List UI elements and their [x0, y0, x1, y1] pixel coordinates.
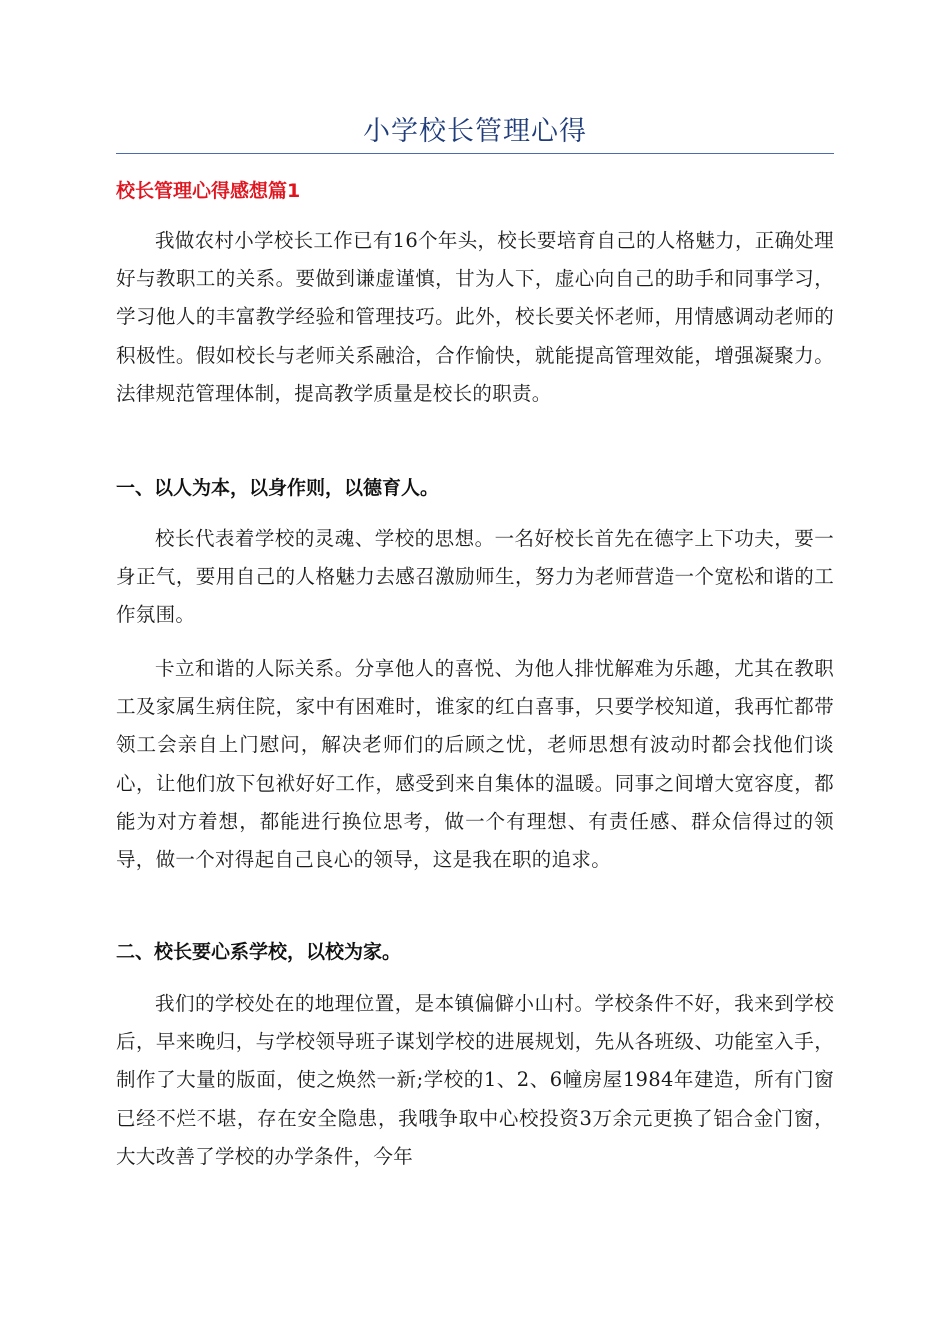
document-title: 小学校长管理心得 — [363, 116, 587, 147]
paragraph-school: 我们的学校处在的地理位置，是本镇偏僻小山村。学校条件不好，我来到学校后，早来晚归，与学校领导班子谋划学校的进展规划，先从各班级、功能室入手，制作了大量的版面，使之焕然一新;学校的1、2、6幢房屋1984年建造，所有门窗已经不烂不堪，存在安全隐患，我哦争取中心校投资3万余元更换了铝合金门窗，大大改善了学校的办学条件，今年 — [116, 992, 834, 1168]
subheading-one: 一、以人为本，以身作则，以德育人。 — [116, 477, 440, 499]
paragraph-soul: 校长代表着学校的灵魂、学校的思想。一名好校长首先在德字上下功夫，要一身正气，要用自己的人格魅力去感召激励师生，努力为老师营造一个宽松和谐的工作氛围。 — [116, 527, 834, 627]
section-heading: 校长管理心得感想篇1 — [116, 180, 301, 202]
paragraph-relations: 卡立和谐的人际关系。分享他人的喜悦、为他人排忧解难为乐趣，尤其在教职工及家属生病住院，家中有困难时，谁家的红白喜事，只要学校知道，我再忙都带领工会亲自上门慰问，解决老师们的后顾之忧，老师思想有波动时都会找他们谈心，让他们放下包袱好好工作，感受到来自集体的温暖。同事之间增大宽容度，都能为对方着想，都能进行换位思考，做一个有理想、有责任感、群众信得过的领导，做一个对得起自己良心的领导，这是我在职的追求。 — [116, 657, 834, 872]
subheading-two: 二、校长要心系学校，以校为家。 — [116, 941, 402, 963]
paragraph-intro: 我做农村小学校长工作已有16个年头，校长要培育自己的人格魅力，正确处理好与教职工的关系。要做到谦虚谨慎，甘为人下，虚心向自己的助手和同事学习，学习他人的丰富教学经验和管理技巧。此外，校长要关怀老师，用情感调动老师的积极性。假如校长与老师关系融洽，合作愉快，就能提高管理效能，增强凝聚力。法律规范管理体制，提高教学质量是校长的职责。 — [116, 229, 834, 405]
title-underline — [116, 153, 834, 154]
